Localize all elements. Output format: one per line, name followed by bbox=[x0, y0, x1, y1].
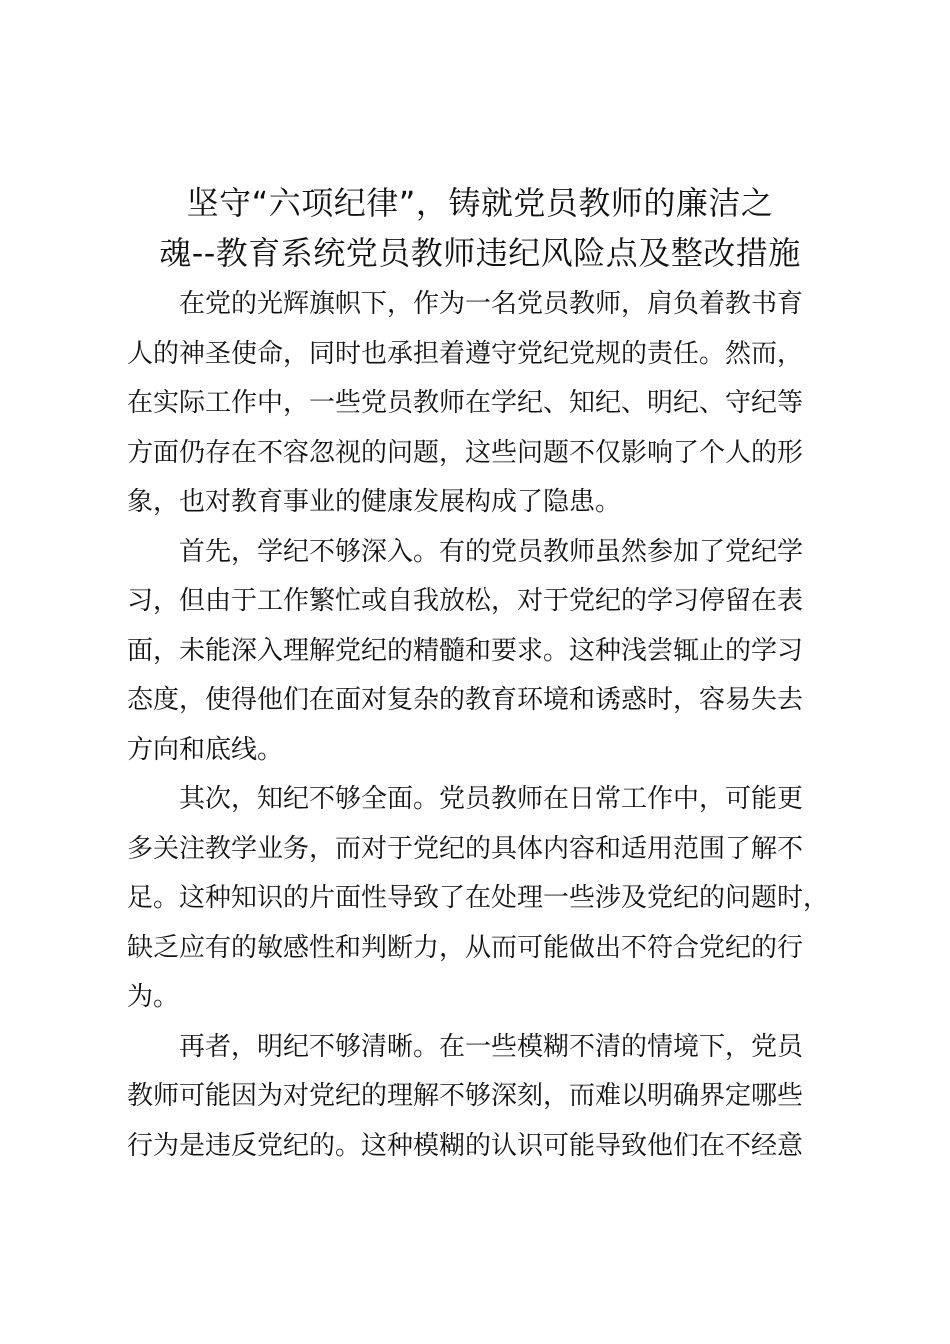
text-line: 其次，知纪不够全面。党员教师在日常工作中，可能更 bbox=[179, 784, 804, 814]
text-line: 在党的光辉旗帜下，作为一名党员教师，肩负着教书育 bbox=[179, 289, 804, 319]
text-line: 人的神圣使命，同时也承担着遵守党纪党规的责任。然而， bbox=[127, 338, 804, 369]
text-line: 在实际工作中，一些党员教师在学纪、知纪、明纪、守纪等 bbox=[127, 388, 804, 418]
text-line: 多关注教学业务，而对于党纪的具体内容和适用范围了解不 bbox=[127, 833, 804, 864]
paragraph bbox=[127, 775, 843, 1023]
text-line: 再者，明纪不够清晰。在一些模糊不清的情境下，党员 bbox=[179, 1031, 804, 1062]
document-title bbox=[120, 178, 840, 278]
text-line: 缺乏应有的敏感性和判断力，从而可能做出不符合党纪的行 bbox=[127, 932, 804, 963]
document-body bbox=[127, 280, 843, 1171]
title-line: 坚守“六项纪律”，铸就党员教师的廉洁之 bbox=[186, 184, 774, 222]
text-line: 行为是违反党纪的。这种模糊的认识可能导致他们在不经意 bbox=[127, 1130, 804, 1161]
text-line: 象，也对教育事业的健康发展构成了隐患。 bbox=[127, 487, 622, 517]
paragraph bbox=[127, 1023, 843, 1172]
text-line: 习，但由于工作繁忙或自我放松，对于党纪的学习停留在表 bbox=[127, 586, 804, 616]
text-line: 足。这种知识的片面性导致了在处理一些涉及党纪的问题时， bbox=[127, 883, 830, 913]
title-line: 魂--教育系统党员教师违纪风险点及整改措施 bbox=[159, 234, 801, 272]
paragraph bbox=[127, 280, 843, 528]
text-line: 方面仍存在不容忽视的问题，这些问题不仅影响了个人的形 bbox=[127, 437, 804, 468]
text-line: 为。 bbox=[127, 982, 180, 1012]
text-line: 首先，学纪不够深入。有的党员教师虽然参加了党纪学 bbox=[179, 536, 804, 567]
text-line: 态度，使得他们在面对复杂的教育环境和诱惑时，容易失去 bbox=[127, 685, 804, 715]
text-line: 方向和底线。 bbox=[127, 734, 284, 765]
text-line: 教师可能因为对党纪的理解不够深刻，而难以明确界定哪些 bbox=[127, 1081, 804, 1111]
text-line: 面，未能深入理解党纪的精髓和要求。这种浅尝辄止的学习 bbox=[127, 635, 804, 666]
paragraph bbox=[127, 528, 843, 776]
